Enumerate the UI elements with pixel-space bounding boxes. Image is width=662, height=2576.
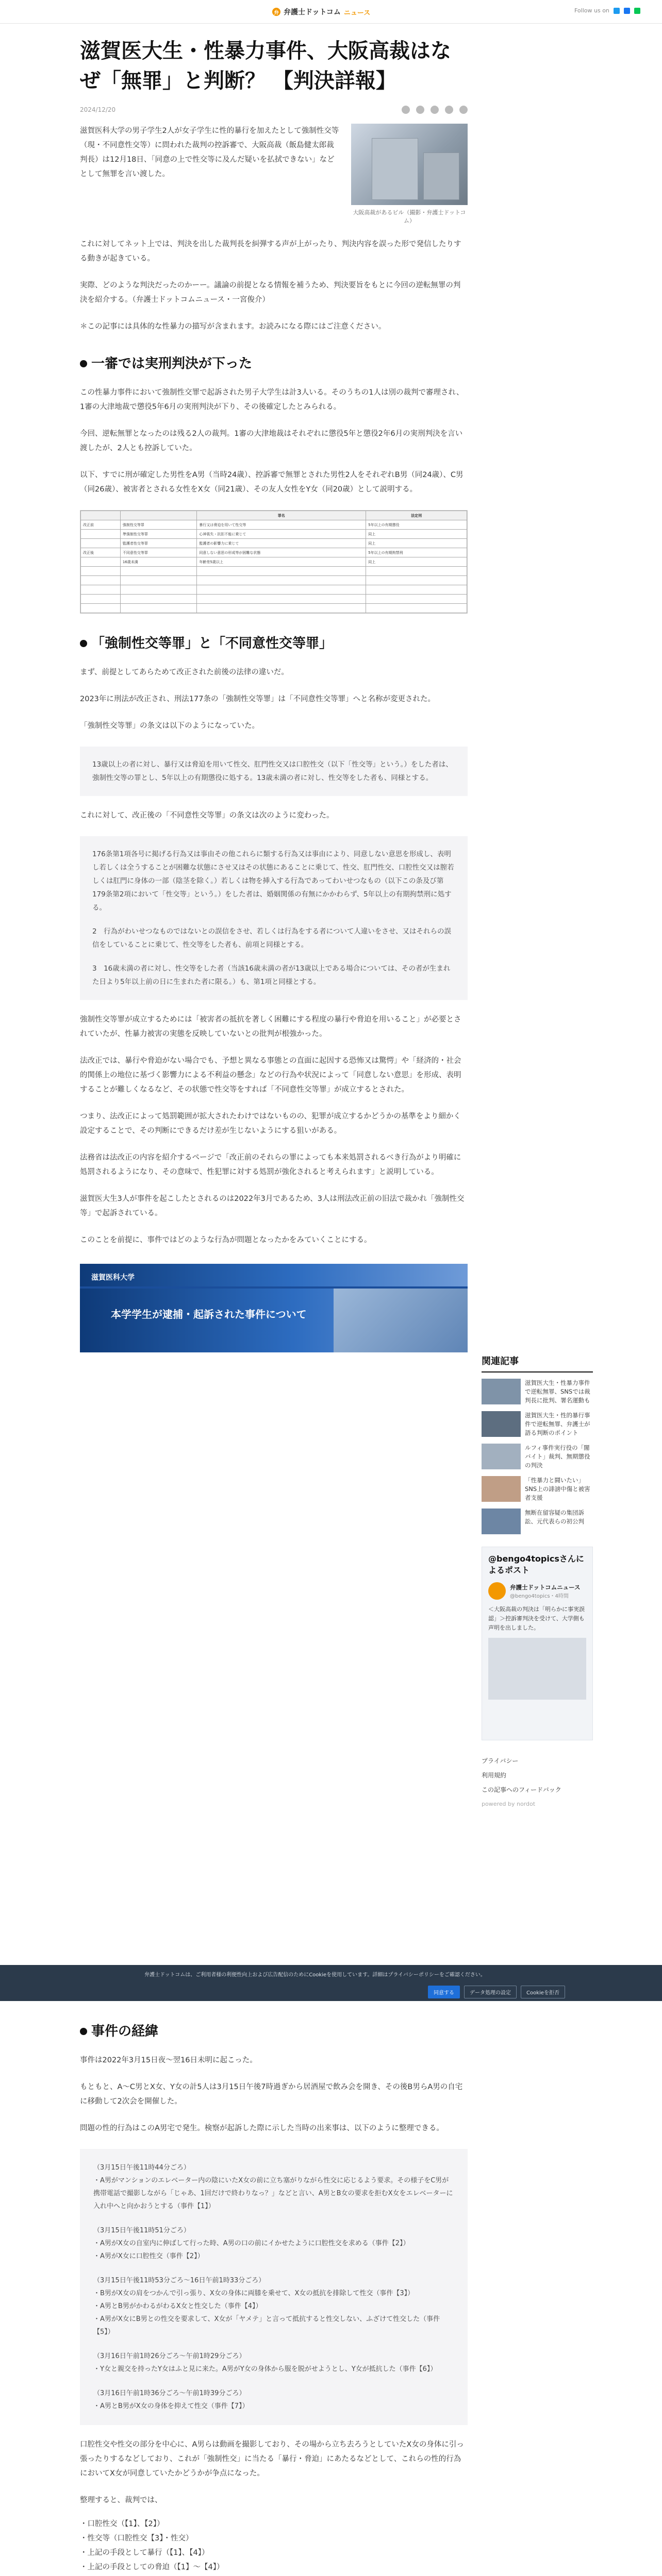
table-row: 改正後 不同意性交等罪 同意しない意思の形成等が困難な状態 5年以上の有期拘禁刑 xyxy=(81,548,467,557)
paragraph: 以下、すでに刑が確定した男性をA男（当時24歳）、控訴審で無罪とされた男性2人をそれぞれB男（同24歳）、C男（同26歳）、被害者とされる女性をX女（同21歳）、その友人女性をY女（同20歳）として説明する。 xyxy=(80,471,464,494)
cookie-settings-button[interactable]: データ処理の設定 xyxy=(464,1986,517,1998)
event-item: （3月16日午前1時26分ごろ～午前1時29分ごろ） ・Y女と親交を持ったY女はふと見に来た。A男がY女の身体から服を脱がせようとし、Y女が抵抗した（事件【6】） xyxy=(93,2352,437,2373)
share-link-icon[interactable] xyxy=(459,106,468,114)
lead-text: 滋賀医科大学の男子学生2人が女子学生に性的暴行を加えたとして強制性交等（現・不同意性交等）に問われた裁判の控訴審で、大阪高裁（飯島健太郎裁判長）は12月18日、「同意の上で性交等に及んだ疑いを払拭できない」などとして無罪を言い渡した。 xyxy=(80,127,339,178)
related-articles-title: 関連記事 xyxy=(482,1354,593,1372)
site-header xyxy=(0,0,662,24)
paragraph: つまり、法改正によって処罰範囲が拡大されたわけではないものの、犯罪が成立するかどうかの基準をより細かく設定することで、その判断にできるだけ差が生じないようにする狙いがある。 xyxy=(80,1112,461,1135)
event-item: （3月15日午後11時53分ごろ～16日午前1時33分ごろ） ・B男がX女の肩をつかんで引っ張り、X女の身体に両膝を乗せて、X女の抵抗を排除して性交（事件【3】） ・A男とB男がかわるがわるX女と性交した（事件【4】） ・A男がX女にB男との性交を要求して、X女が「ヤメテ」と言って抵抗すると性交しない、ふざけて性交した（事件【5】） xyxy=(93,2277,440,2336)
university-name: 滋賀医科大学 xyxy=(91,1274,135,1282)
privacy-link[interactable]: プライバシー xyxy=(482,1757,519,1765)
paragraph: 「強制性交等罪」の条文は以下のようになっていた。 xyxy=(80,722,259,730)
paragraph: 今回、逆転無罪となったのは残る2人の裁判。1審の大津地裁はそれぞれに懲役5年と懲役2年6月の実刑判決を言い渡したが、2人とも控訴していた。 xyxy=(80,430,463,452)
x-icon[interactable] xyxy=(614,8,620,14)
table-row: 準強制性交等罪 心神喪失・抗拒不能に乗じて 同上 xyxy=(81,530,467,539)
banner-text: 本学学生が逮捕・起訴された事件について xyxy=(111,1308,307,1320)
paragraph: これに対してネット上では、判決を出した裁判長を糾弾する声が上がったり、判決内容を誤った形で発信したりする動きが起きている。 xyxy=(80,240,461,263)
powered-by: powered by nordot xyxy=(482,1801,536,1807)
list-item: ・上記の手段として暴行（【1】、【4】） xyxy=(80,2549,209,2557)
paragraph: 滋賀医大生3人が事件を起こしたとされるのは2022年3月であるため、3人は刑法改正前の旧法で裁かれ「強制性交等」で起訴されている。 xyxy=(80,1195,465,1217)
logo-sub: ニュース xyxy=(343,9,371,17)
share-hatena-icon[interactable] xyxy=(445,106,453,114)
paragraph: このことを前提に、事件ではどのような行為が問題となったかをみていくことにする。 xyxy=(80,1236,372,1244)
paragraph: 事件は2022年3月15日夜～翌16日未明に起こった。 xyxy=(80,2056,257,2064)
list-item: ・口腔性交（【1】、【2】） xyxy=(80,2520,164,2528)
post-image[interactable] xyxy=(488,1638,586,1700)
notice-paragraph: ＊この記事には具体的な性暴力の描写が含まれます。お読みになる際にはご注意ください。 xyxy=(80,323,386,331)
list-item: ・上記の手段としての脅迫（【1】～【4】） xyxy=(80,2563,224,2571)
lead-section xyxy=(80,124,468,225)
post-text: ＜大阪高裁の判決は「明らかに事実誤認」＞控訴審判決を受けて、大学側も声明を出しました。 xyxy=(488,1606,585,1631)
article-body xyxy=(80,36,468,1352)
cookie-banner xyxy=(0,1965,662,2001)
sidebar-links xyxy=(482,1754,593,1811)
paragraph: 実際、どのような判決だったのかーー。議論の前提となる情報を補うため、判決要旨をもとに今回の逆転無罪の判決を紹介する。（弁護士ドットコムニュース・一宮俊介） xyxy=(80,281,461,304)
share-line-icon[interactable] xyxy=(431,106,439,114)
line-icon[interactable] xyxy=(634,8,640,14)
cookie-accept-button[interactable]: 同意する xyxy=(428,1986,460,1998)
facebook-icon[interactable] xyxy=(624,8,630,14)
article-date: 2024/12/20 xyxy=(80,106,116,113)
lead-figure xyxy=(351,124,468,225)
bullet-icon xyxy=(80,2028,87,2035)
law-quote-new: 176条第1項各号に掲げる行為又は事由その他これらに類する行為又は事由により、同意しない意思を形成し、表明し若しくは全うすることが困難な状態にさせ又はその状態にあることに乗じて、性交、肛門性交、口腔性交又は膣若しくは肛門に身体の一部（陰茎を除く。）若しくは物を挿入する行為であってわいせつなもの（以下この条及び第179条第2項において「性交等」という。）をした者は、婚姻関係の有無にかかわらず、5年以上の有期拘禁刑に処する。 2 行為がわいせつなものではないとの誤信をさせ、若しくは行為をする者について人違いをさせ、又はそれらの誤信をしていることに乗じて、性交等をした者も、前項と同様とする。 3 16歳未満の者に対し、性交等をした者（当該16歳未満の者が13歳以上である場合については、その者が生まれた日より5年以上前の日に生まれた者に限る。）も、第1項と同様とする。 xyxy=(80,836,468,1000)
section-heading: 「強制性交等罪」と「不同意性交等罪」 xyxy=(80,634,468,653)
section-heading: 一審では実刑判決が下った xyxy=(80,354,468,373)
cookie-reject-button[interactable]: Cookieを拒否 xyxy=(521,1986,565,1998)
bullet-icon xyxy=(80,360,87,367)
follow-label: Follow us on xyxy=(574,7,609,14)
avatar xyxy=(488,1582,506,1600)
related-article[interactable]: 滋賀医大生・性的暴行事件で逆転無罪、弁護士が語る判断のポイント xyxy=(482,1411,593,1437)
paragraph: 法改正では、暴行や脅迫がない場合でも、予想と異なる事態との直面に起因する恐怖又は驚愕」や「経済的・社会的関係上の地位に基づく影響力による不利益の懸念」などの行為や状況によって「同意しない意思」を形成、表明することが難しくなるなど、その状態で性交等をすれば「不同意性交等罪」が成立するとされた。 xyxy=(80,1057,461,1094)
cookie-text: 弁護士ドットコムは、ご利用者様の利便性向上および広告配信のためにCookieを使用しています。詳細はプライバシーポリシーをご確認ください。 xyxy=(144,1972,486,1978)
feedback-link[interactable]: この記事へのフィードバック xyxy=(482,1786,561,1793)
paragraph: この性暴力事件において強制性交罪で起訴された男子大学生は計3人いる。そのうちの1人は別の裁判で審理され、1審の大津地裁で懲役5年6月の実刑判決が下り、その後確定したとみられる。 xyxy=(80,388,464,411)
article-meta xyxy=(80,104,468,115)
related-article[interactable]: 滋賀医大生・性暴力事件で逆転無罪、SNSでは裁判長に批判、署名運動も xyxy=(482,1379,593,1405)
university-statement-image xyxy=(80,1264,468,1352)
paragraph: 2023年に刑法が改正され、刑法177条の「強制性交等罪」は「不同意性交等罪」へと名称が変更された。 xyxy=(80,695,435,703)
article-title: 滋賀医大生・性暴力事件、大阪高裁はなぜ「無罪」と判断？ 【判決詳報】 xyxy=(80,39,451,93)
related-article[interactable]: 無断在留容疑の集団訴訟、元代表らの初公判 xyxy=(482,1509,593,1534)
site-logo[interactable] xyxy=(272,6,370,18)
court-building-image xyxy=(351,124,468,205)
law-quote-old: 13歳以上の者に対し、暴行又は脅迫を用いて性交、肛門性交又は口腔性交（以下「性交等」という。）をした者は、強制性交等の罪とし、5年以上の有期懲役に処する。13歳未満の者に対し、性交等をした者も、同様とする。 xyxy=(80,747,468,796)
logo-text: 弁護士ドットコム xyxy=(284,8,341,16)
law-comparison-table: 罪名 法定刑 改正前 強制性交等罪 暴行又は脅迫を用いて性交等 5年以上の有期懲役 準強制性交等罪 心神喪失・抗拒不能に乗じて 同上 監護者性交等罪 監護者の影響力に乗じて 同上 改正後 不同意性交等罪 同意しない意思の形成等が困難な状態 5年以上の有期拘禁刑 16歳未満 年齢差5歳以上 同上 xyxy=(80,510,468,614)
paragraph: まず、前提としてあらためて改正された前後の法律の違いだ。 xyxy=(80,668,289,676)
event-item: （3月15日午後11時51分ごろ） ・A男がX女の自室内に伸ばして行った時、A男の口の前にイかせたように口腔性交を求める（事件【2】） ・A男がX女に口腔性交（事件【2】） xyxy=(93,2227,410,2260)
widget-title: @bengo4topicsさんによるポスト xyxy=(488,1554,584,1575)
list-item: ・性交等（口腔性交【3】・性交） xyxy=(80,2534,193,2543)
follow-bar xyxy=(574,7,662,14)
paragraph: 強制性交等罪が成立するためには「被害者の抵抗を著しく困難にする程度の暴行や脅迫を用いること」が必要とされていたが、性暴力被害の実態を反映していないとの批判が根強かった。 xyxy=(80,1015,461,1038)
share-buttons xyxy=(402,106,468,114)
share-facebook-icon[interactable] xyxy=(416,106,424,114)
paragraph: 問題の性的行為はこのA男宅で発生。検察が起訴した際に示した当時の出来事は、以下のように整理できる。 xyxy=(80,2124,444,2132)
terms-link[interactable]: 利用規約 xyxy=(482,1772,507,1779)
widget-account[interactable]: 弁護士ドットコムニュース @bengo4topics・4時間 xyxy=(488,1582,586,1600)
paragraph: 整理すると、裁判では、 xyxy=(80,2496,162,2504)
table-row: 16歳未満 年齢差5歳以上 同上 xyxy=(81,557,467,567)
paragraph: もともと、A～C男とX女、Y女の計5人は3月15日午後7時過ぎから居酒屋で飲み会を開き、その後B男らA男の自宅に移動して2次会を開催した。 xyxy=(80,2083,463,2106)
sidebar xyxy=(482,1354,593,1811)
figure-caption: 大阪高裁があるビル（撮影・弁護士ドットコム） xyxy=(353,209,466,224)
paragraph: これに対して、改正後の「不同意性交等罪」の条文は次のように変わった。 xyxy=(80,811,334,820)
bullet-icon xyxy=(80,640,87,647)
article-body-continued xyxy=(80,2022,468,2576)
events-timeline xyxy=(80,2149,468,2425)
paragraph: 法務省は法改正の内容を紹介するページで「改正前のそれらの罪によっても本来処罰されるべき行為がより明確に処罰されるようになり、その意味で、性犯罪に対する処罰が強化されると考えられます」と説明している。 xyxy=(80,1154,461,1176)
event-item: （3月16日午前1時36分ごろ～午前1時39分ごろ） ・A男とB男がX女の身体を抑えて性交（事件【7】） xyxy=(93,2389,249,2410)
paragraph: 口腔性交や性交の部分を中心に、A男らは動画を撮影しており、その場から立ち去ろうとしていたX女の身体に引っ張ったりするなどしており、これが「強制性交」に当たる「暴行・脅迫」にあたるなどとして、これらの性的行為においてX女が同意していたかどうかが争点になった。 xyxy=(80,2441,464,2478)
event-item: （3月15日午後11時44分ごろ） ・A男がマンションのエレベーター内の陰にいたX女の前に立ち塞がりながら性交に応じるよう要求。その様子をC男が携帯電話で撮影しながら「じゃあ、1回だけで終わりなっ？」などと言い、A男とB女の要求を拒むX女をエレベーターに入れ中へと向かおうとする（事件【1】） xyxy=(93,2164,453,2210)
logo-mark-icon: 弁 xyxy=(272,8,280,16)
table-row: 監護者性交等罪 監護者の影響力に乗じて 同上 xyxy=(81,539,467,548)
table-row: 改正前 強制性交等罪 暴行又は脅迫を用いて性交等 5年以上の有期懲役 xyxy=(81,520,467,530)
related-article[interactable]: ルフィ事件実行役の「闇バイト」裁判、無期懲役の判決 xyxy=(482,1444,593,1470)
x-post-widget xyxy=(482,1547,593,1740)
related-article[interactable]: 「性暴力と闘いたい」SNS上の誹謗中傷と被害者支援 xyxy=(482,1476,593,1502)
section-heading: 事件の経緯 xyxy=(80,2022,468,2041)
issue-list xyxy=(80,2517,468,2574)
share-x-icon[interactable] xyxy=(402,106,410,114)
